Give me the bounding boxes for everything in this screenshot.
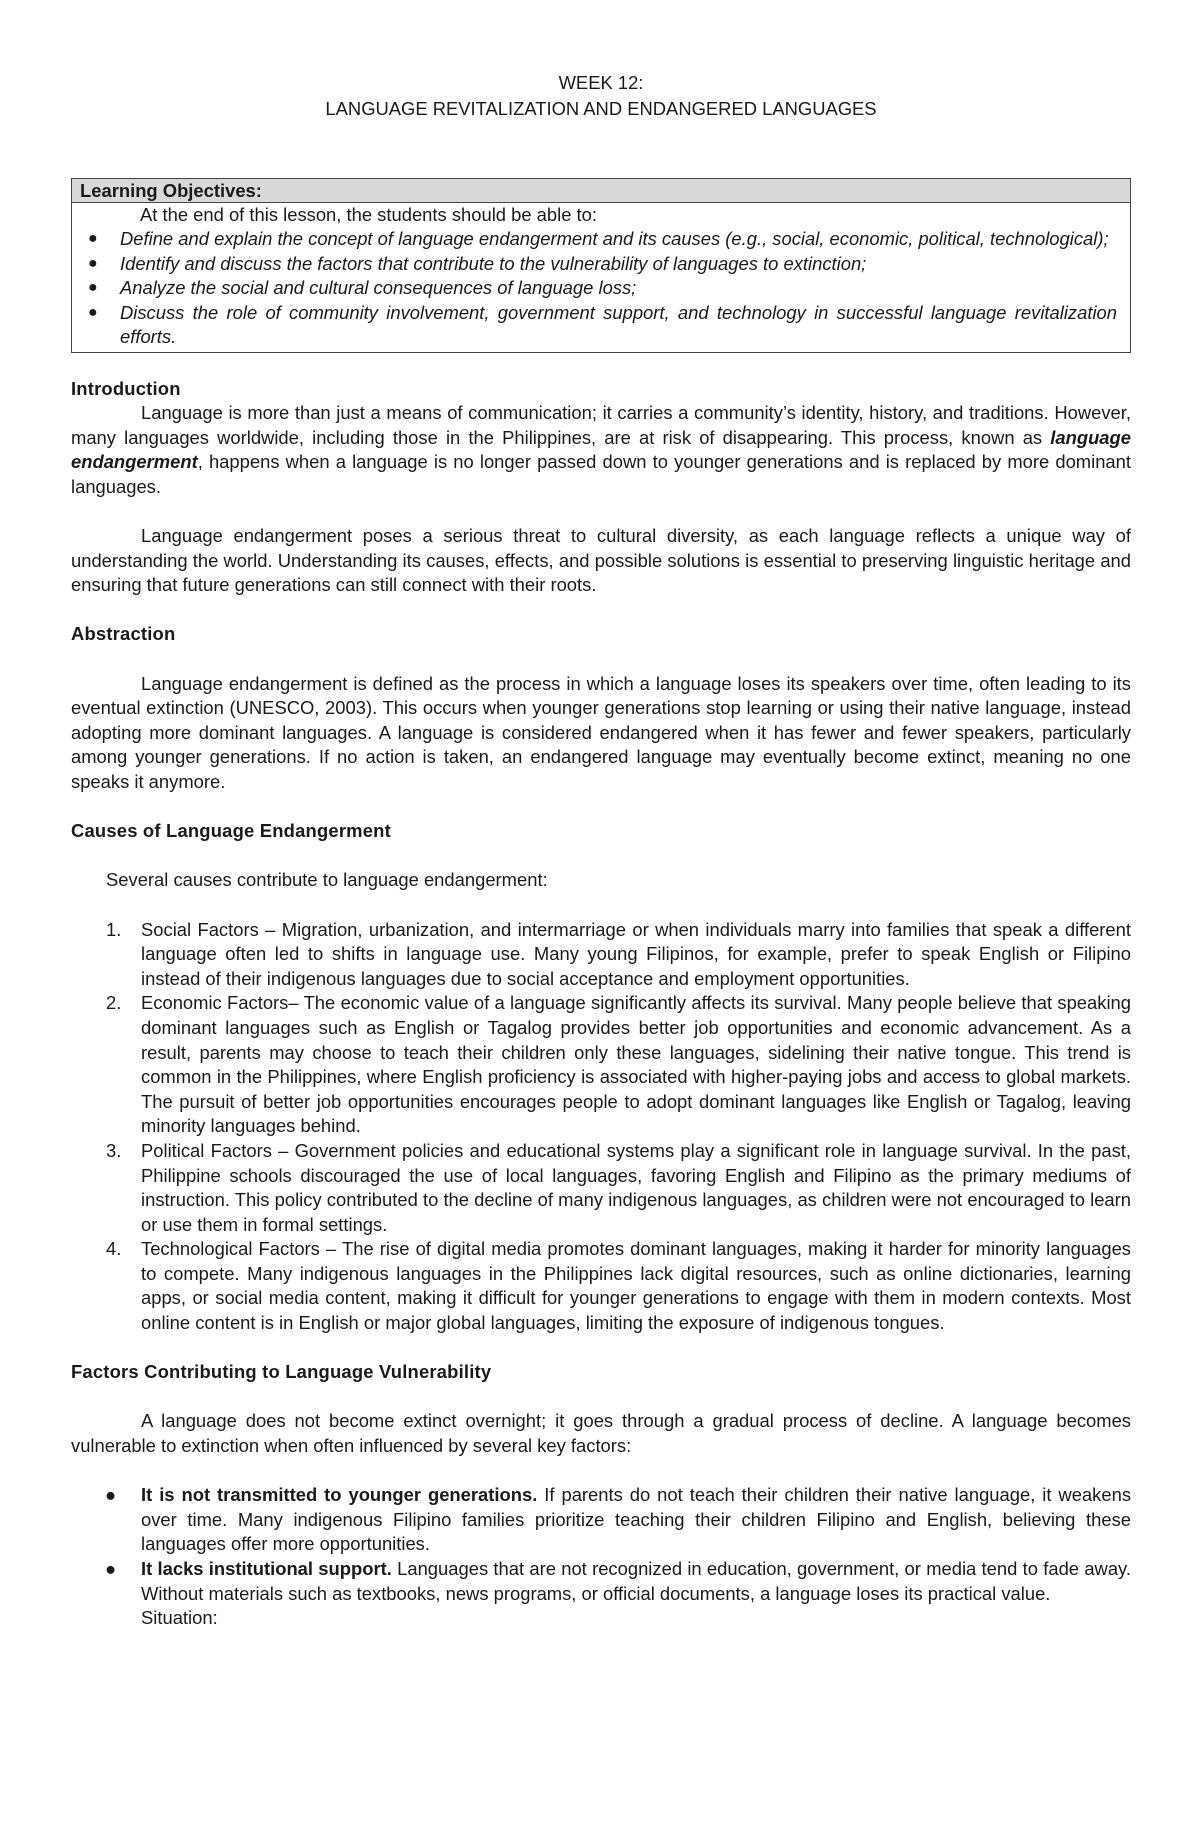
introduction-heading: Introduction <box>71 377 181 399</box>
learning-objectives-box <box>71 178 1131 353</box>
causes-section <box>71 819 1131 1335</box>
causes-lead: Several causes contribute to language endangerment: <box>106 869 548 891</box>
objectives-list <box>80 227 1117 350</box>
objectives-lead: At the end of this lesson, the students should be able to: <box>140 204 598 225</box>
document-page <box>71 70 1131 1631</box>
bullet-icon: ● <box>88 303 98 321</box>
learning-objectives-heading: Learning Objectives: <box>72 179 1130 203</box>
objective-item: ● Identify and discuss the factors that contribute to the vulnerability of languages to extinction; <box>80 252 1117 277</box>
list-item: ● It is not transmitted to younger generations. If parents do not teach their children their native language, it weakens over time. Many indigenous Filipino families prioritize teaching their children Filipino and English, believing these languages offer more opportunities. <box>105 1484 1132 1555</box>
bullet-icon: ● <box>88 254 98 272</box>
vulnerability-heading: Factors Contributing to Language Vulnerability <box>71 1361 492 1383</box>
objective-item: ● Define and explain the concept of language endangerment and its causes (e.g., social, economic, political, technological); <box>80 227 1117 252</box>
list-item: ● It lacks institutional support. Languages that are not recognized in education, government, or media tend to fade away. Without materials such as textbooks, news programs, or official documents, a language loses its practical value. <box>105 1558 1131 1604</box>
introduction-paragraph-2: Language endangerment poses a serious threat to cultural diversity, as each language reflects a unique way of understanding the world. Understanding its causes, effects, and possible solutions is essential to preserving linguistic heritage and ensuring that future generations can still connect with their roots. <box>71 525 1131 596</box>
causes-heading: Causes of Language Endangerment <box>71 820 391 842</box>
objective-item: ● Discuss the role of community involvement, government support, and technology in successful language revitalization efforts. <box>88 301 1117 347</box>
abstraction-heading: Abstraction <box>71 623 176 645</box>
introduction-paragraph-1: Language is more than just a means of communication; it carries a community’s identity, history, and traditions. However, many languages worldwide, including those in the Philippines, are at risk of disappearing. This process, known as language endangerment, happens when a language is no longer passed down to younger generations and is replaced by more dominant languages. <box>71 402 1131 497</box>
bullet-icon: ● <box>88 230 98 247</box>
bullet-icon: ● <box>105 1558 117 1579</box>
vulnerability-section <box>71 1360 1131 1631</box>
abstraction-paragraph: Language endangerment is defined as the process in which a language loses its speakers over time, often leading to its eventual extinction (UNESCO, 2003). This occurs when younger generations stop learning or using their native language, instead adopting more dominant languages. A language is considered endangered when it has fewer and fewer speakers, particularly among younger generations. If no action is taken, an endangered language may eventually become extinct, meaning no one speaks it anymore. <box>71 672 1131 792</box>
list-item: 3. Political Factors – Government policies and educational systems play a significant role in language survival. In the past, Philippine schools discouraged the use of local languages, favoring English and Filipino as the primary mediums of instruction. This policy contributed to the decline of many indigenous languages, as children were not encouraged to learn or use them in formal settings. <box>106 1139 1131 1235</box>
document-title: LANGUAGE REVITALIZATION AND ENDANGERED LANGUAGES <box>325 98 877 119</box>
list-item: 1. Social Factors – Migration, urbanization, and intermarriage or when individuals marry into families that speak a different language often led to shifts in language use. Many young Filipinos, for example, prefer to speak English or Filipino instead of their indigenous languages due to social acceptance and employment opportunities. <box>106 918 1131 989</box>
vulnerability-paragraph: A language does not become extinct overnight; it goes through a gradual process of decline. A language becomes vulnerable to extinction when often influenced by several key factors: <box>71 1410 1131 1457</box>
abstraction-section <box>71 622 1131 794</box>
key-term: language endangerment <box>71 426 1131 473</box>
bullet-icon: ● <box>88 279 98 296</box>
bullet-icon: ● <box>105 1484 117 1506</box>
list-item: 2. Economic Factors– The economic value of a language significantly affects its survival. Many people believe that speaking dominant languages such as English or Tagalog provides better job opportunities and economic advancement. As a result, parents may choose to teach their children only these languages, sidelining their native tongue. This trend is common in the Philippines, where English proficiency is associated with higher-paying jobs and access to global markets. The pursuit of better job opportunities encourages people to adopt dominant languages like English or Tagalog, leaving minority languages behind. <box>106 992 1131 1137</box>
week-label: WEEK 12: <box>558 72 644 93</box>
list-item: 4. Technological Factors – The rise of digital media promotes dominant languages, making it harder for minority languages to compete. Many indigenous languages in the Philippines lack digital resources, such as online dictionaries, learning apps, or social media content, making it difficult for younger generations to engage with them in modern contexts. Most online content is in English or major global languages, limiting the exposure of indigenous tongues. <box>106 1238 1131 1334</box>
situation-label: Situation: <box>141 1607 218 1629</box>
introduction-section <box>71 377 1131 598</box>
vulnerability-list <box>71 1483 1131 1606</box>
causes-list <box>71 918 1131 1336</box>
objective-item: ● Analyze the social and cultural consequences of language loss; <box>80 276 1117 301</box>
